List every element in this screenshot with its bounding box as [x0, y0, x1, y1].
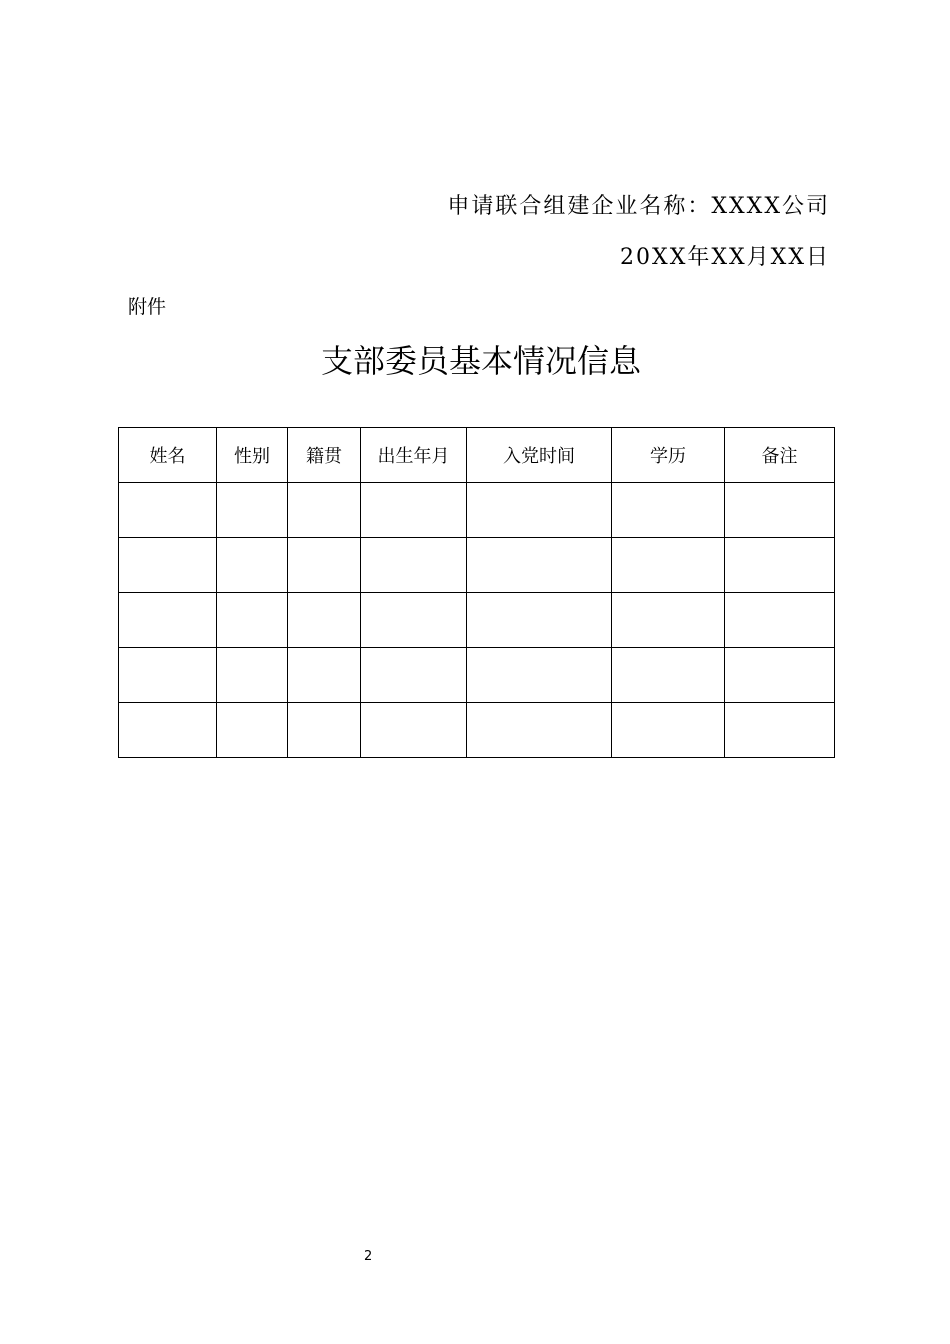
member-info-table	[118, 427, 835, 758]
table-row	[119, 538, 835, 593]
table-cell[interactable]	[217, 483, 288, 538]
date-line: 20XX年XX月XX日	[620, 245, 830, 270]
applicant-company-line: 申请联合组建企业名称：XXXX公司	[447, 194, 830, 219]
column-header-gender: 性别	[217, 428, 288, 483]
table-cell[interactable]	[217, 538, 288, 593]
table-cell[interactable]	[119, 703, 217, 758]
table-cell[interactable]	[217, 648, 288, 703]
table-cell[interactable]	[361, 593, 467, 648]
table-cell[interactable]	[725, 538, 835, 593]
table-cell[interactable]	[612, 593, 725, 648]
column-header-native-place: 籍贯	[288, 428, 361, 483]
table-cell[interactable]	[725, 483, 835, 538]
column-header-name: 姓名	[119, 428, 217, 483]
table-cell[interactable]	[612, 538, 725, 593]
table-cell[interactable]	[119, 483, 217, 538]
table-cell[interactable]	[725, 648, 835, 703]
table-cell[interactable]	[119, 593, 217, 648]
table-cell[interactable]	[612, 703, 725, 758]
page-number: 2	[364, 1249, 373, 1264]
table-cell[interactable]	[288, 703, 361, 758]
table-cell[interactable]	[467, 648, 612, 703]
page-title: 支部委员基本情况信息	[320, 342, 641, 380]
table-cell[interactable]	[467, 538, 612, 593]
table-cell[interactable]	[288, 593, 361, 648]
table-cell[interactable]	[612, 648, 725, 703]
table-cell[interactable]	[361, 538, 467, 593]
table-cell[interactable]	[361, 703, 467, 758]
table-cell[interactable]	[119, 538, 217, 593]
table-row	[119, 648, 835, 703]
table-cell[interactable]	[361, 483, 467, 538]
column-header-party-join-date: 入党时间	[467, 428, 612, 483]
table-header-row	[119, 428, 835, 483]
table-cell[interactable]	[467, 593, 612, 648]
table-cell[interactable]	[467, 483, 612, 538]
table-cell[interactable]	[361, 648, 467, 703]
column-header-education: 学历	[612, 428, 725, 483]
table-cell[interactable]	[217, 703, 288, 758]
table-row	[119, 483, 835, 538]
table-cell[interactable]	[288, 538, 361, 593]
table-cell[interactable]	[725, 593, 835, 648]
column-header-remarks: 备注	[725, 428, 835, 483]
table-cell[interactable]	[217, 593, 288, 648]
table-cell[interactable]	[725, 703, 835, 758]
table-cell[interactable]	[467, 703, 612, 758]
table-cell[interactable]	[288, 648, 361, 703]
table-row	[119, 593, 835, 648]
table-cell[interactable]	[288, 483, 361, 538]
table-cell[interactable]	[119, 648, 217, 703]
attachment-label: 附件	[128, 296, 167, 318]
table-cell[interactable]	[612, 483, 725, 538]
column-header-birth-date: 出生年月	[361, 428, 467, 483]
table-row	[119, 703, 835, 758]
